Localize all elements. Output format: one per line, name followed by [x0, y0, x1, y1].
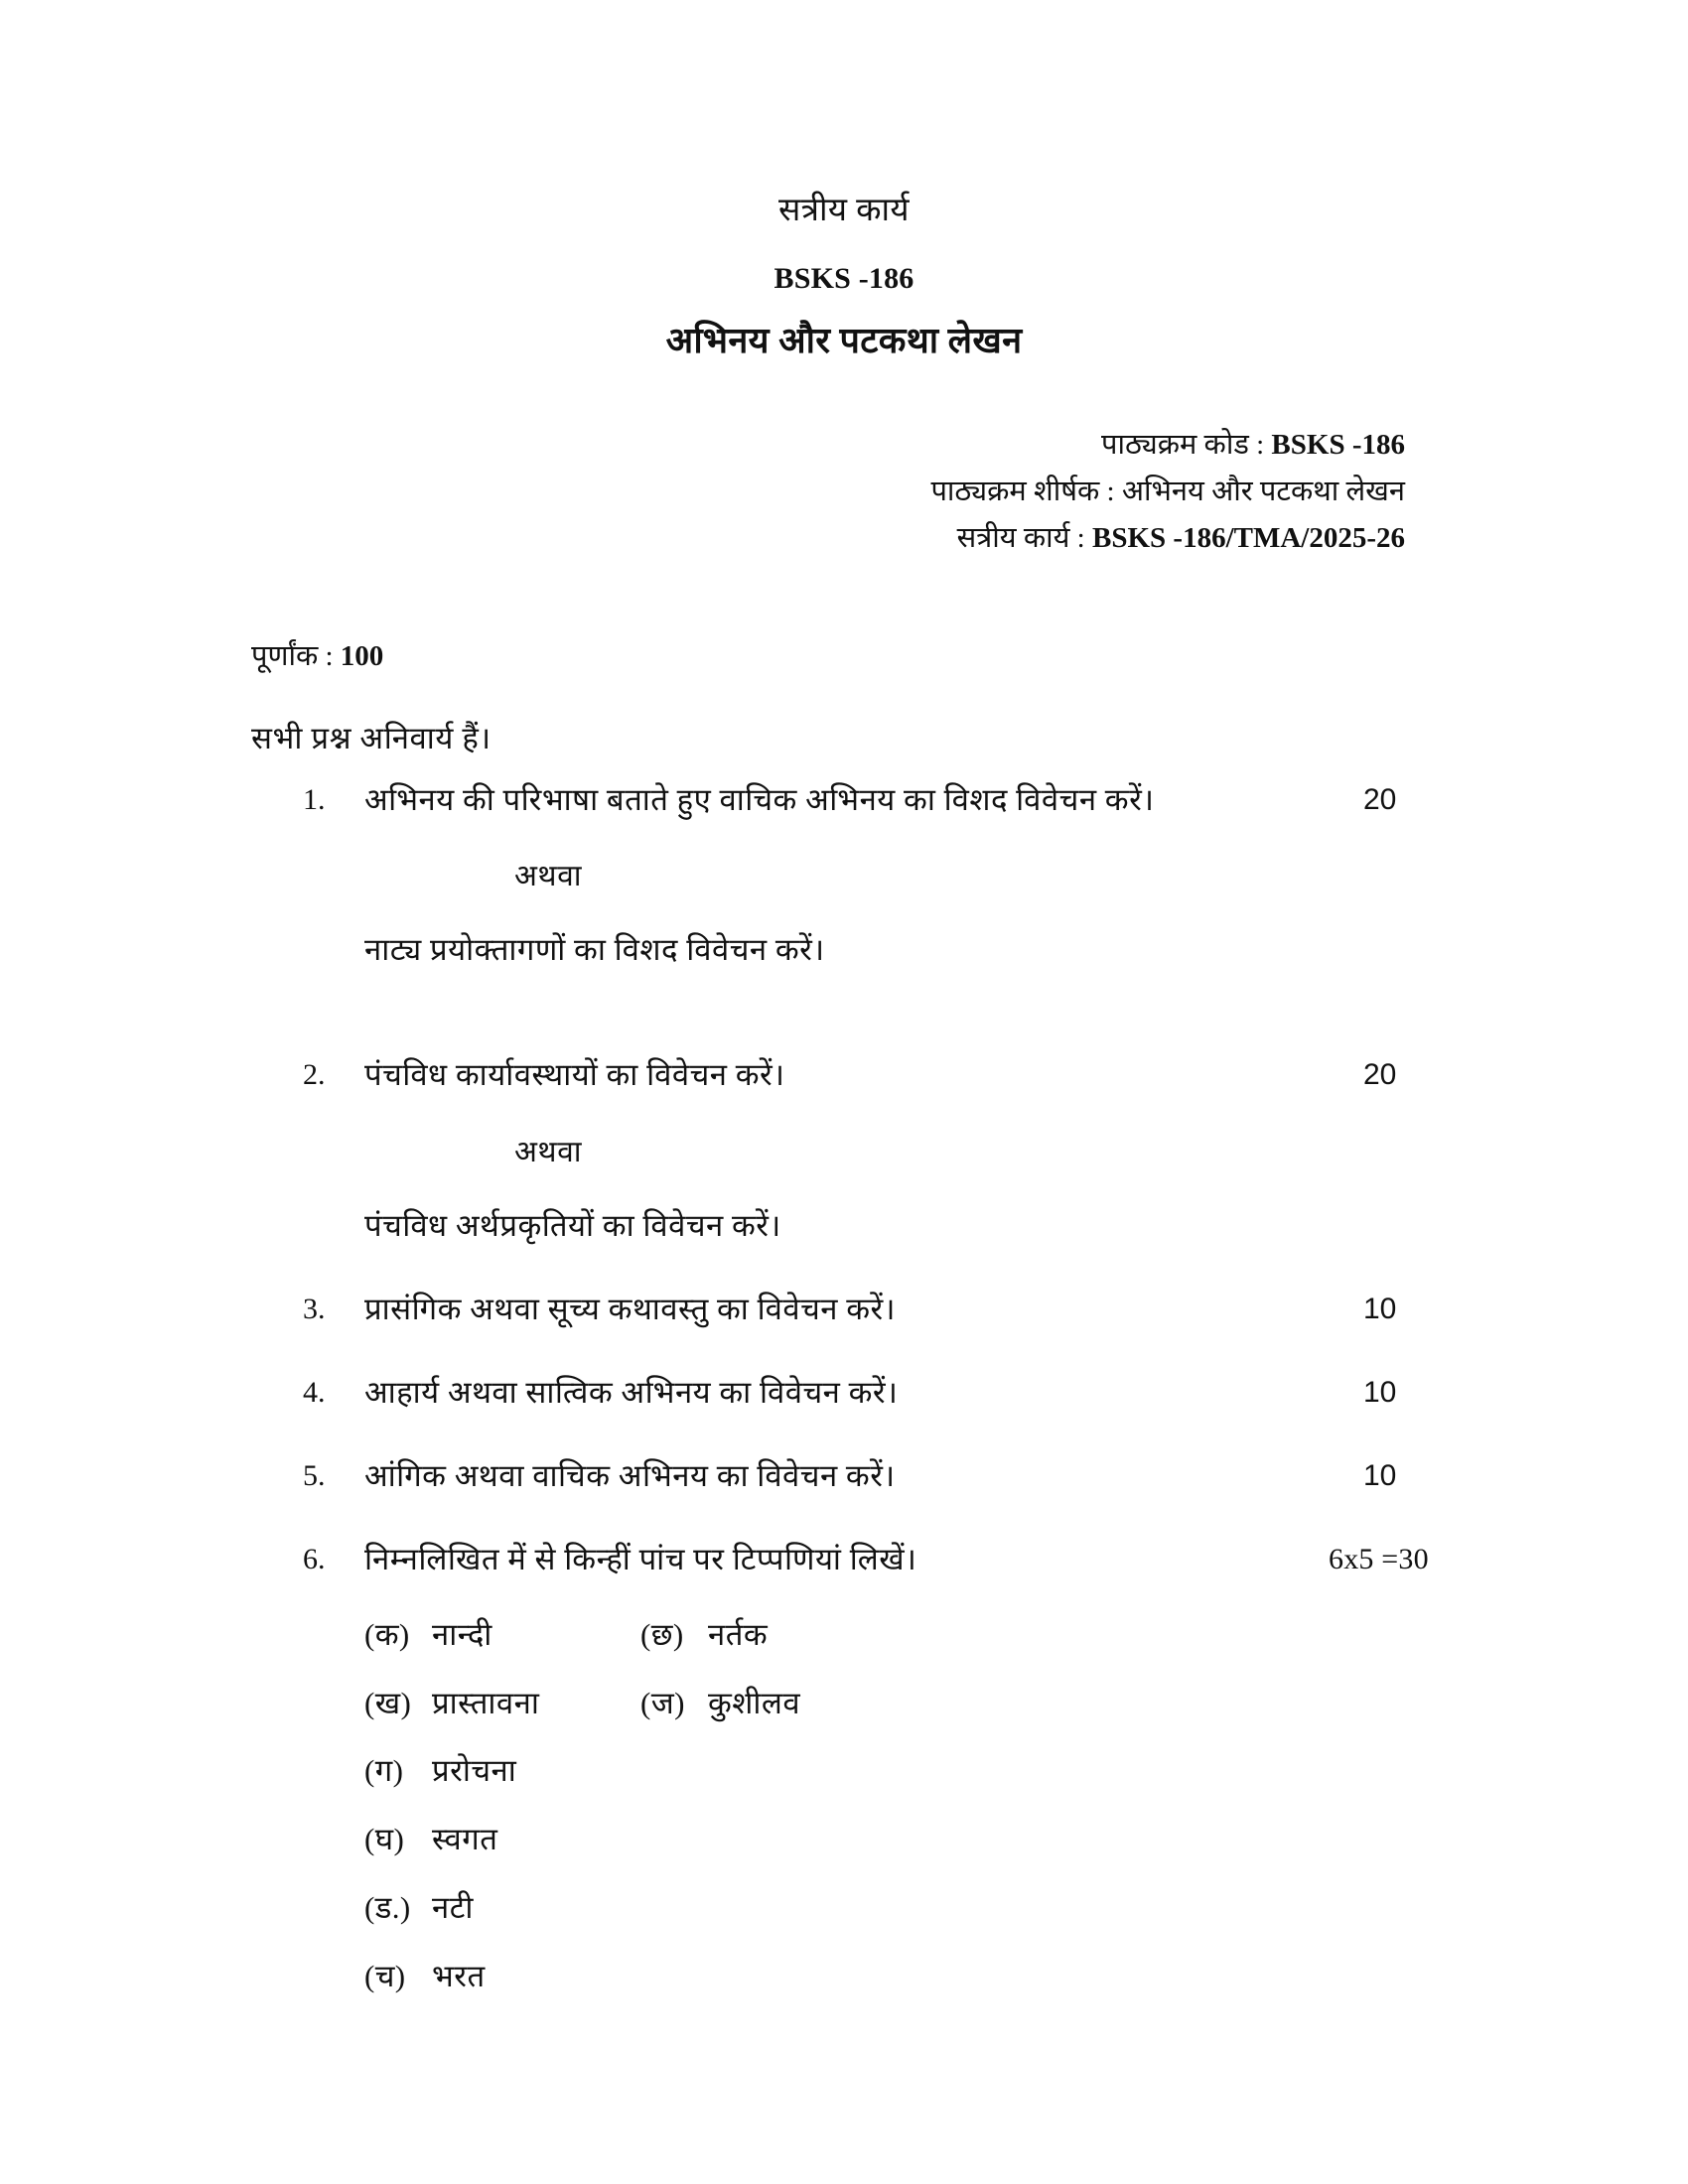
- assignment-label: सत्रीय कार्य :: [956, 521, 1092, 554]
- question-marks: 10: [1363, 1459, 1397, 1493]
- question-number: 1.: [303, 783, 326, 816]
- question-marks: 20: [1363, 783, 1397, 816]
- course-code-heading: BSKS -186: [774, 261, 914, 295]
- course-title-heading: अभिनय और पटकथा लेखन: [665, 321, 1023, 361]
- subitem-right: [640, 1685, 800, 1723]
- subitem-row: [364, 1958, 1443, 1996]
- course-code-value: BSKS -186: [1271, 429, 1405, 461]
- subitem-marker: (ज): [640, 1685, 685, 1720]
- course-meta-block: [930, 422, 1405, 562]
- subitem-label: नर्तक: [708, 1616, 769, 1652]
- course-code-label: पाठ्यक्रम कोड :: [1100, 429, 1272, 461]
- subitem-left: [364, 1889, 640, 1928]
- subitem-label: स्वगत: [432, 1822, 498, 1857]
- question-item: [251, 780, 1443, 820]
- subitem-left: [364, 1821, 640, 1859]
- assignment-value: BSKS -186/TMA/2025-26: [1092, 521, 1405, 554]
- question-number: 5.: [303, 1459, 326, 1493]
- subitem-left: [364, 1958, 640, 1996]
- alternative-separator: अथवा: [514, 1135, 583, 1168]
- subitem-marker: (ड.): [364, 1889, 411, 1925]
- question-item: [251, 1540, 1443, 1579]
- question-marks-formula: 6x5 =30: [1329, 1543, 1429, 1576]
- subitem-label: प्ररोचना: [432, 1753, 517, 1789]
- question-item: [251, 1373, 1443, 1413]
- question-alternative-text: पंचविध अर्थप्रकृतियों का विवेचन करें।: [364, 1207, 781, 1243]
- subitem-marker: (ख): [364, 1685, 412, 1720]
- meta-row-course-code: [930, 422, 1405, 469]
- question-marks: 20: [1363, 1058, 1397, 1092]
- question-alternative-text: नाट्य प्रयोक्तागणों का विशद विवेचन करें।: [364, 932, 825, 968]
- subitem-label: प्रास्तावना: [432, 1685, 540, 1720]
- subitem-row: [364, 1616, 1443, 1655]
- question-number: 4.: [303, 1375, 326, 1409]
- course-title-value: अभिनय और पटकथा लेखन: [1121, 475, 1405, 507]
- subitem-row: [364, 1821, 1443, 1859]
- meta-row-assignment: [930, 515, 1405, 562]
- document-type-heading: सत्रीय कार्य: [778, 193, 910, 228]
- subitem-left: [364, 1752, 640, 1791]
- subitem-marker: (छ): [640, 1616, 684, 1652]
- subitem-marker: (ग): [364, 1753, 404, 1789]
- question-text: अभिनय की परिभाषा बताते हुए वाचिक अभिनय का विशद विवेचन करें।: [364, 782, 1155, 817]
- subitem-label: नटी: [432, 1889, 474, 1925]
- question-6-subitems: [251, 1616, 1443, 1996]
- subitem-row: [364, 1685, 1443, 1723]
- question-marks: 10: [1363, 1292, 1397, 1325]
- subitem-row: [364, 1752, 1443, 1791]
- subitem-left: [364, 1616, 640, 1655]
- question-number: 3.: [303, 1292, 326, 1325]
- total-marks: [251, 635, 383, 674]
- subitem-marker: (क): [364, 1616, 410, 1652]
- title-block: [0, 189, 1688, 365]
- question-text: पंचविध कार्यावस्थायों का विवेचन करें।: [364, 1057, 785, 1093]
- question-text: निम्नलिखित में से किन्हीं पांच पर टिप्पणियां लिखें।: [364, 1542, 917, 1577]
- subitem-right: [640, 1616, 768, 1655]
- subitem-left: [364, 1685, 640, 1723]
- question-item: [251, 1055, 1443, 1095]
- instruction-text: सभी प्रश्न अनिवार्य हैं।: [251, 721, 492, 755]
- question-text: प्रासंगिक अथवा सूच्य कथावस्तु का विवेचन करें।: [364, 1291, 896, 1326]
- subitem-marker: (घ): [364, 1822, 405, 1857]
- subitem-row: [364, 1889, 1443, 1928]
- question-text: आंगिक अथवा वाचिक अभिनय का विवेचन करें।: [364, 1458, 896, 1494]
- total-marks-label: पूर्णांक :: [251, 640, 341, 672]
- question-marks: 10: [1363, 1375, 1397, 1409]
- question-item: [251, 1290, 1443, 1329]
- question-item: [251, 1456, 1443, 1496]
- meta-row-course-title: [930, 469, 1405, 515]
- subitem-marker: (च): [364, 1958, 406, 1993]
- subitem-label: नान्दी: [432, 1616, 492, 1652]
- subitem-label: कुशीलव: [708, 1685, 801, 1720]
- question-number: 2.: [303, 1058, 326, 1092]
- question-text: आहार्य अथवा सात्विक अभिनय का विवेचन करें।: [364, 1374, 899, 1410]
- alternative-separator: अथवा: [514, 860, 583, 893]
- subitem-label: भरत: [432, 1958, 486, 1993]
- question-number: 6.: [303, 1543, 326, 1576]
- course-title-label: पाठ्यक्रम शीर्षक :: [930, 475, 1122, 507]
- total-marks-value: 100: [340, 640, 384, 672]
- questions-list: [251, 780, 1443, 2025]
